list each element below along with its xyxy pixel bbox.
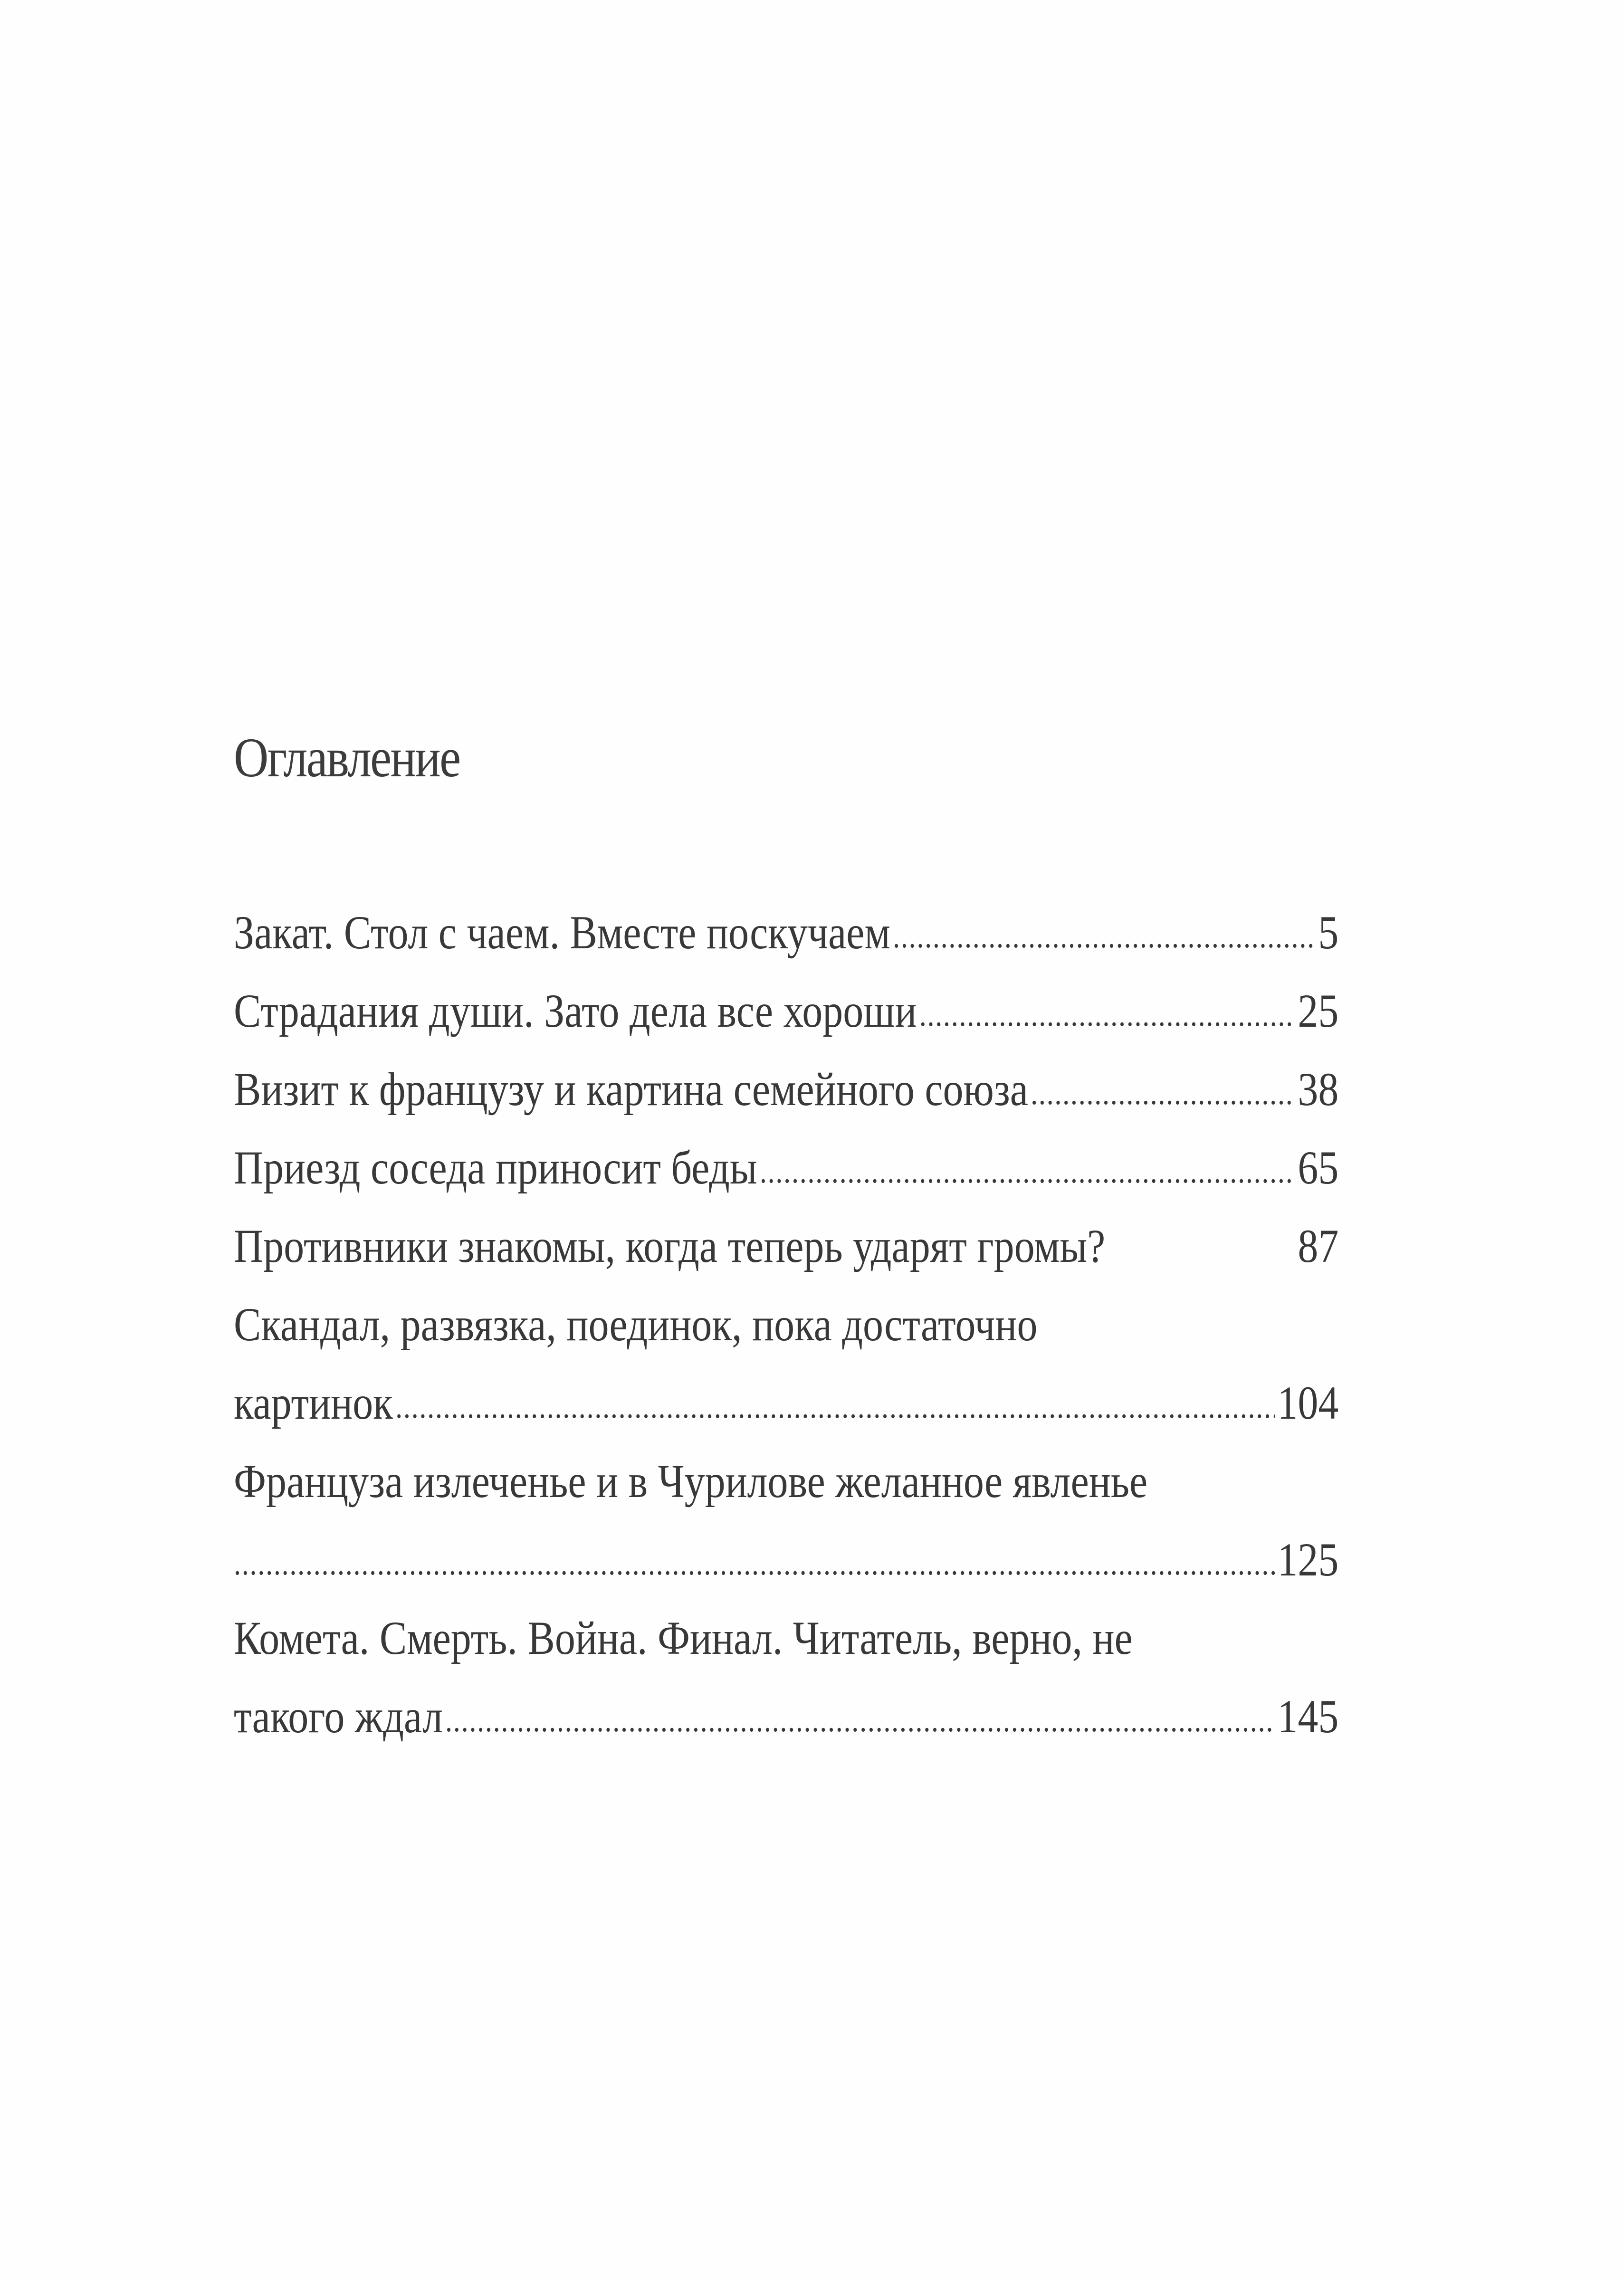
table-of-contents [234, 722, 1338, 1756]
toc-entry[interactable] [234, 972, 1338, 1050]
toc-entry-title: картинок [234, 1376, 393, 1429]
toc-entry[interactable] [234, 1442, 1338, 1599]
toc-entry[interactable] [234, 893, 1338, 972]
toc-entry[interactable] [234, 1050, 1338, 1128]
toc-entry[interactable] [234, 1599, 1338, 1756]
toc-page-number: 87 [1298, 1220, 1339, 1272]
toc-title: Оглавление [234, 726, 460, 789]
toc-entry-title-line: Скандал, развязка, поединок, пока достаточно [234, 1298, 1038, 1351]
toc-page-number: 104 [1277, 1376, 1339, 1429]
toc-entry[interactable] [234, 1207, 1338, 1285]
toc-entry-title-line: Француза излеченье и в Чурилове желанное явленье [234, 1455, 1148, 1508]
toc-page-number: 125 [1277, 1533, 1339, 1586]
toc-entry-title: Закат. Стол с чаем. Вместе поскучаем [234, 906, 890, 959]
toc-entry-title: Страдания души. Зато дела все хороши [234, 984, 917, 1037]
toc-entry-title: Приезд соседа приносит беды [234, 1141, 757, 1194]
toc-leader-dots [395, 1368, 1275, 1446]
toc-entry-title: такого ждал [234, 1690, 443, 1743]
toc-entry-title: Противники знакомы, когда теперь ударят громы? [234, 1220, 1106, 1272]
toc-leader-dots [919, 976, 1296, 1054]
toc-entry-title: Визит к французу и картина семейного союза [234, 1063, 1028, 1116]
toc-page-number: 5 [1318, 906, 1339, 959]
toc-page-number: 65 [1298, 1141, 1339, 1194]
toc-leader-dots [445, 1681, 1275, 1760]
toc-entries [234, 893, 1338, 1756]
toc-page-number: 145 [1277, 1690, 1339, 1743]
toc-entry-title-line: Комета. Смерть. Война. Финал. Читатель, верно, не [234, 1612, 1133, 1664]
toc-page-number: 25 [1298, 984, 1339, 1037]
toc-leader-dots [760, 1133, 1295, 1211]
toc-leader-dots [1031, 1054, 1295, 1133]
toc-leader-dots [234, 1525, 1275, 1603]
toc-page-number: 38 [1298, 1063, 1339, 1116]
toc-leader-dots [893, 897, 1316, 976]
toc-entry[interactable] [234, 1128, 1338, 1207]
toc-entry[interactable] [234, 1285, 1338, 1442]
